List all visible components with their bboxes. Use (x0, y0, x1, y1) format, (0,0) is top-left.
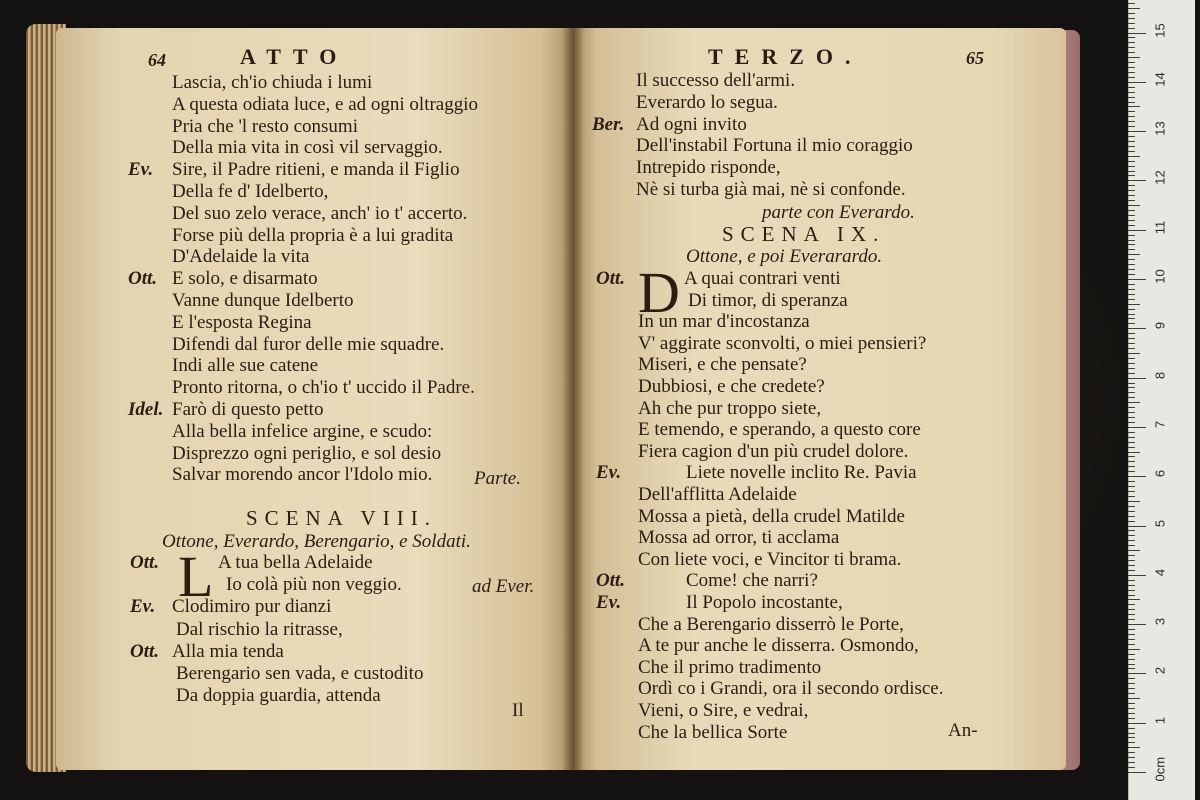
ruler-tick (1128, 161, 1135, 162)
text-line: Dell'instabil Fortuna il mio coraggio (636, 135, 913, 157)
text-line: Berengario sen vada, e custodito (176, 663, 424, 684)
right-drop-cap: D (638, 260, 680, 325)
ruler-tick (1128, 136, 1135, 137)
ruler-tick (1128, 619, 1135, 620)
ruler-tick (1128, 506, 1135, 507)
ruler-tick (1128, 644, 1135, 645)
ruler-tick (1128, 417, 1135, 418)
ruler-tick (1128, 624, 1146, 625)
left-exit-note: Parte. (474, 468, 521, 489)
ruler-tick (1128, 309, 1135, 310)
text-line: A tua bella Adelaide (218, 552, 373, 573)
ruler-tick (1128, 397, 1135, 398)
speaker-label: Ott. (596, 570, 626, 592)
ruler-number: 3 (1152, 617, 1168, 626)
ruler-tick (1128, 466, 1135, 467)
ruler-tick (1128, 481, 1135, 482)
text-line: Da doppia guardia, attenda (176, 685, 381, 707)
text-line: Nè si turba già mai, nè si confonde. (636, 179, 906, 200)
ruler-tick (1128, 353, 1140, 354)
ruler-tick (1128, 728, 1135, 729)
text-line: Everardo lo segua. (636, 91, 778, 113)
ruler-tick (1128, 580, 1135, 581)
left-catchword: Il (512, 700, 524, 721)
ruler-tick (1128, 634, 1135, 635)
ruler-tick (1128, 269, 1135, 270)
ruler-tick (1128, 166, 1135, 167)
ruler-tick (1128, 673, 1146, 674)
ruler-tick (1128, 511, 1135, 512)
ruler-tick (1128, 447, 1135, 448)
ruler-tick (1128, 604, 1135, 605)
ruler-tick (1128, 171, 1135, 172)
left-running-header: ATTO (240, 44, 349, 69)
ruler-tick (1128, 264, 1135, 265)
ruler-tick (1128, 200, 1135, 201)
ruler-tick (1128, 703, 1135, 704)
ruler-tick (1128, 742, 1135, 743)
ruler-tick (1128, 713, 1135, 714)
ruler-tick (1128, 442, 1135, 443)
text-line: Clodimiro pur dianzi (172, 596, 332, 618)
ruler-tick (1128, 649, 1140, 650)
speaker-label: Idel. (128, 399, 164, 420)
ruler-number: 13 (1152, 121, 1168, 136)
text-line: E l'esposta Regina (172, 311, 312, 333)
text-line: Ah che pur troppo siete, (638, 397, 822, 419)
text-line: Dubbiosi, e che credete? (638, 376, 825, 397)
ruler-tick (1128, 422, 1135, 423)
ruler-tick (1128, 550, 1140, 551)
ruler-tick (1128, 185, 1135, 186)
ruler-tick (1128, 772, 1146, 773)
ruler-tick (1128, 733, 1135, 734)
ruler-number: 0cm (1152, 756, 1168, 782)
ruler-tick (1128, 456, 1135, 457)
right-running-header: TERZO. (708, 44, 863, 69)
ruler-tick (1128, 516, 1135, 517)
text-line: Lascia, ch'io chiuda i lumi (172, 72, 373, 93)
text-line: Che la bellica Sorte (638, 721, 788, 743)
text-line: Pronto ritorna, o ch'io t' uccido il Padre. (172, 377, 475, 399)
text-line: Con liete voci, e Vincitor ti brama. (638, 548, 902, 570)
ruler-tick (1128, 116, 1135, 117)
ruler-tick (1128, 141, 1135, 142)
ruler-number: 4 (1152, 568, 1168, 576)
ruler-tick (1128, 274, 1135, 275)
ruler-tick (1128, 614, 1135, 615)
ruler-tick (1128, 82, 1146, 83)
ruler-tick (1128, 210, 1135, 211)
ruler-tick (1128, 111, 1135, 112)
ruler-tick (1128, 708, 1135, 709)
ruler-tick (1128, 402, 1140, 403)
right-catchword: An- (948, 720, 978, 741)
ruler-tick (1128, 737, 1135, 738)
text-line: Indi alle sue catene (172, 355, 319, 377)
ruler-number: 1 (1152, 716, 1168, 724)
ruler-tick (1128, 486, 1135, 487)
ruler-tick (1128, 77, 1135, 78)
ruler-tick (1128, 72, 1135, 73)
ruler-tick (1128, 47, 1135, 48)
text-line: Che il primo tradimento (638, 656, 822, 678)
ruler-tick (1128, 151, 1135, 152)
text-line: Di timor, di speranza (688, 289, 848, 311)
speaker-label: Ev. (596, 462, 622, 484)
ruler-tick (1128, 279, 1146, 280)
ruler-tick (1128, 595, 1135, 596)
ruler-tick (1128, 476, 1146, 477)
right-exit-note: parte con Everardo. (762, 202, 915, 223)
ruler-tick (1128, 240, 1135, 241)
text-line: Io colà più non veggio. (226, 574, 402, 596)
ruler-tick (1128, 304, 1140, 305)
left-drop-cap: L (178, 544, 214, 609)
speaker-label: Ott. (128, 268, 158, 290)
text-line: Della fe d' Idelberto, (172, 181, 329, 202)
ruler-tick (1128, 392, 1135, 393)
text-line: Dell'afflitta Adelaide (638, 484, 797, 505)
text-line: Intrepido risponde, (636, 157, 781, 179)
ruler-tick (1128, 52, 1135, 53)
ruler-tick (1128, 565, 1135, 566)
ruler-tick (1128, 590, 1135, 591)
ruler-tick (1128, 560, 1135, 561)
ruler-tick (1128, 131, 1146, 132)
ruler-tick (1128, 437, 1135, 438)
ruler-tick (1128, 328, 1146, 329)
ruler-number: 12 (1152, 170, 1168, 186)
right-scene-title: SCENA IX. (722, 222, 886, 246)
text-line: Alla mia tenda (172, 640, 284, 662)
ruler-tick (1128, 664, 1135, 665)
text-line: Dal rischio la ritrasse, (176, 618, 343, 640)
ruler-tick (1128, 757, 1135, 758)
ruler-tick (1128, 314, 1135, 315)
text-line: A questa odiata luce, e ad ogni oltraggio (172, 93, 479, 115)
text-line: A quai contrari venti (684, 268, 841, 289)
ruler-tick (1128, 373, 1135, 374)
ruler-tick (1128, 87, 1135, 88)
ruler-number: 10 (1152, 269, 1168, 284)
ruler-tick (1128, 244, 1135, 245)
ruler-tick (1128, 609, 1135, 610)
ruler-tick (1128, 284, 1135, 285)
text-line: Ad ogni invito (636, 113, 747, 135)
ruler-tick (1128, 230, 1146, 231)
speaker-label: Ott. (130, 640, 160, 662)
text-line: Del suo zelo verace, anch' io t' accerto. (172, 202, 468, 224)
ruler-tick (1128, 718, 1135, 719)
text-line: V' aggirate sconvolti, o miei pensieri? (638, 332, 927, 354)
ruler-tick (1128, 723, 1146, 724)
text-line: E temendo, e sperando, a questo core (638, 419, 921, 441)
ruler-tick (1128, 654, 1135, 655)
text-line: A te pur anche le disserra. Osmondo, (638, 635, 919, 657)
ruler-tick (1128, 412, 1135, 413)
text-line: Della mia vita in così vil servaggio. (172, 137, 443, 159)
ruler-tick (1128, 37, 1135, 38)
ruler-tick (1128, 225, 1135, 226)
ruler-tick (1128, 555, 1135, 556)
ruler-tick (1128, 599, 1140, 600)
ruler-tick (1128, 521, 1135, 522)
text-line: Farò di questo petto (172, 399, 324, 420)
ruler-tick (1128, 747, 1140, 748)
ruler-number: 9 (1152, 322, 1168, 330)
text-line: Difendi dal furor delle mie squadre. (172, 333, 445, 355)
text-line: Il Popolo incostante, (686, 592, 843, 613)
ruler-tick (1128, 501, 1140, 502)
ruler-tick (1128, 461, 1135, 462)
ruler-tick (1128, 235, 1135, 236)
left-scene-title: SCENA VIII. (246, 506, 437, 530)
text-line: Sire, il Padre ritieni, e manda il Figlio (172, 159, 460, 181)
ruler-tick (1128, 387, 1135, 388)
speaker-label: Ott. (596, 268, 626, 289)
speaker-label: Ev. (596, 592, 622, 613)
ruler-tick (1128, 13, 1135, 14)
ruler-tick (1128, 570, 1135, 571)
text-line: Ordì co i Grandi, ora il secondo ordisce. (638, 678, 944, 700)
ruler-number: 7 (1152, 420, 1168, 429)
ruler-tick (1128, 363, 1135, 364)
ruler-number: 5 (1152, 519, 1168, 527)
ruler-tick (1128, 378, 1146, 379)
ruler-tick (1128, 639, 1135, 640)
ruler-tick (1128, 407, 1135, 408)
speaker-label: Ev. (130, 596, 156, 618)
ruler-tick (1128, 693, 1135, 694)
text-line: Il successo dell'armi. (636, 70, 796, 91)
ruler-tick (1128, 767, 1135, 768)
ruler-number: 2 (1152, 667, 1168, 675)
ruler-tick (1128, 318, 1135, 319)
ruler-tick (1128, 220, 1135, 221)
ruler-tick (1128, 146, 1135, 147)
text-line: Alla bella infelice argine, e scudo: (172, 420, 433, 442)
left-page-number: 64 (148, 50, 166, 70)
ruler-tick (1128, 323, 1135, 324)
ruler-tick (1128, 526, 1146, 527)
ruler-tick (1128, 175, 1135, 176)
ruler-tick (1128, 97, 1135, 98)
ruler-tick (1128, 762, 1135, 763)
ruler-tick (1128, 678, 1135, 679)
ruler-tick (1128, 67, 1135, 68)
ruler-tick (1128, 427, 1146, 428)
ruler-tick (1128, 156, 1140, 157)
ruler-tick (1128, 18, 1135, 19)
ruler-tick (1128, 121, 1135, 122)
ruler-tick (1128, 8, 1140, 9)
text-line: Come! che narri? (686, 570, 818, 592)
ruler-tick (1128, 496, 1135, 497)
ruler-tick (1128, 190, 1135, 191)
ruler-number: 8 (1152, 371, 1168, 379)
right-page-number: 65 (966, 48, 984, 68)
text-line: Fiera cagion d'un più crudel dolore. (638, 440, 909, 462)
ruler-tick (1128, 102, 1135, 103)
text-line: Liete novelle inclito Re. Pavia (686, 462, 917, 484)
text-line: Mossa a pietà, della crudel Matilde (638, 505, 905, 527)
book-gutter (562, 28, 584, 770)
ruler-tick (1128, 338, 1135, 339)
ruler-tick (1128, 23, 1135, 24)
ruler-tick (1128, 195, 1135, 196)
ruler-tick (1128, 432, 1135, 433)
text-line: Forse più della propria è a lui gradita (172, 224, 454, 246)
speaker-label: Ott. (130, 552, 160, 573)
ruler-tick (1128, 540, 1135, 541)
ruler-tick (1128, 33, 1146, 34)
ruler-tick (1128, 752, 1135, 753)
ruler-tick (1128, 92, 1135, 93)
text-line: Disprezzo ogni periglio, e sol desio (172, 442, 442, 464)
text-line: D'Adelaide la vita (172, 246, 310, 268)
ruler-tick (1128, 333, 1135, 334)
ruler-tick (1128, 289, 1135, 290)
ruler-tick (1128, 215, 1135, 216)
right-scene-cast: Ottone, e poi Everarardo. (686, 246, 883, 267)
ruler-tick (1128, 3, 1135, 4)
ruler-tick (1128, 28, 1135, 29)
ruler-tick (1128, 259, 1135, 260)
ruler-number: 6 (1152, 470, 1168, 478)
ruler-tick (1128, 358, 1135, 359)
text-line: Vanne dunque Idelberto (172, 290, 354, 311)
ruler-tick (1128, 62, 1135, 63)
ruler-tick (1128, 205, 1140, 206)
ruler-tick (1128, 368, 1135, 369)
ruler-tick (1128, 383, 1135, 384)
text-line: Miseri, e che pensate? (638, 354, 807, 376)
ruler-number: 11 (1152, 220, 1168, 234)
text-line: E solo, e disarmato (172, 268, 318, 290)
ruler-tick (1128, 126, 1135, 127)
ruler-tick (1128, 698, 1140, 699)
ruler-tick (1128, 471, 1135, 472)
text-line: Pria che 'l resto consumi (172, 115, 358, 137)
ruler-tick (1128, 659, 1135, 660)
left-aside-note: ad Ever. (472, 576, 535, 597)
ruler-number: 14 (1152, 72, 1168, 87)
ruler-tick (1128, 299, 1135, 300)
text-line: Vieni, o Sire, e vedrai, (638, 700, 809, 721)
ruler-tick (1128, 668, 1135, 669)
speaker-label: Ev. (128, 159, 154, 181)
ruler-tick (1128, 530, 1135, 531)
ruler-tick (1128, 545, 1135, 546)
text-line: Salvar morendo ancor l'Idolo mio. (172, 464, 433, 486)
ruler-tick (1128, 629, 1135, 630)
text-line: Che a Berengario disserrò le Porte, (638, 613, 904, 635)
ruler-tick (1128, 42, 1135, 43)
ruler-tick (1128, 294, 1135, 295)
ruler-tick (1128, 585, 1135, 586)
text-line: In un mar d'incostanza (638, 311, 810, 333)
ruler-tick (1128, 491, 1135, 492)
ruler-tick (1128, 57, 1140, 58)
ruler-tick (1128, 106, 1140, 107)
speaker-label: Ber. (592, 113, 625, 135)
ruler-tick (1128, 683, 1135, 684)
ruler-tick (1128, 452, 1140, 453)
text-line: Mossa ad orror, ti acclama (638, 527, 840, 549)
ruler-tick (1128, 688, 1135, 689)
ruler-tick (1128, 180, 1146, 181)
ruler-tick (1128, 575, 1146, 576)
ruler-tick (1128, 343, 1135, 344)
ruler-tick (1128, 249, 1135, 250)
ruler-number: 15 (1152, 22, 1168, 38)
ruler-tick (1128, 254, 1140, 255)
ruler-tick (1128, 348, 1135, 349)
left-scene-cast: Ottone, Everardo, Berengario, e Soldati. (162, 531, 471, 552)
ruler-tick (1128, 535, 1135, 536)
